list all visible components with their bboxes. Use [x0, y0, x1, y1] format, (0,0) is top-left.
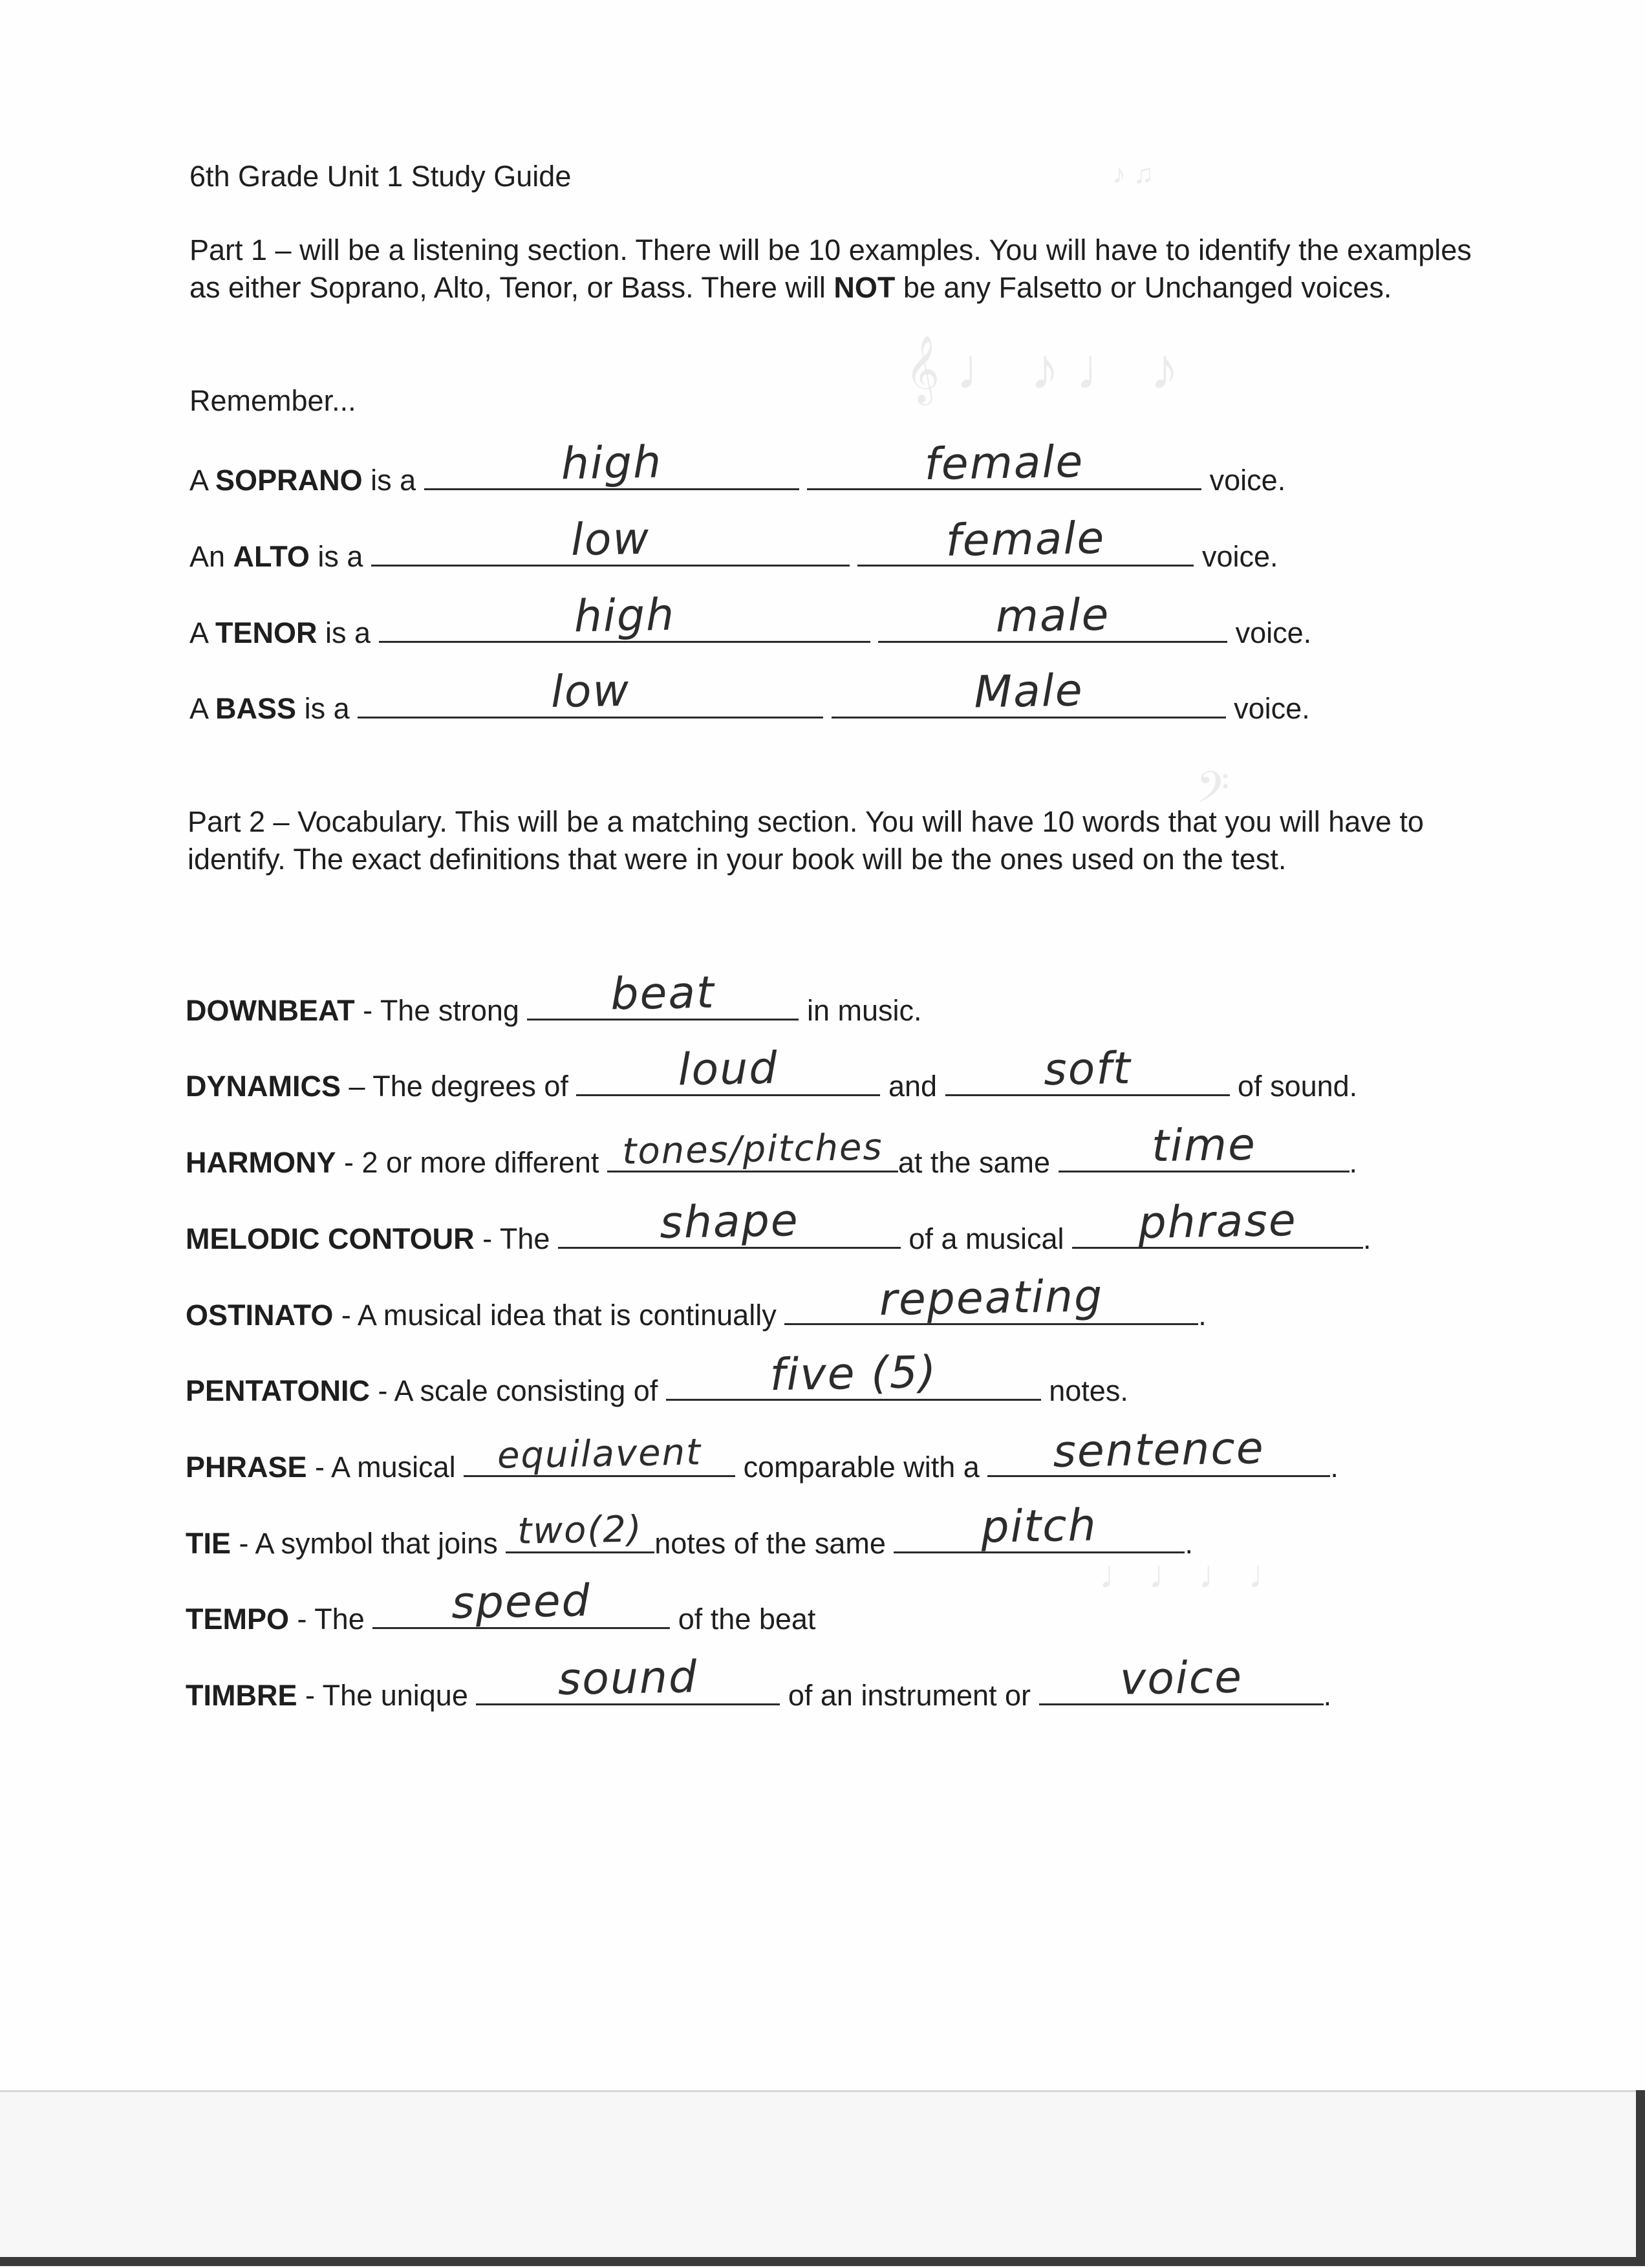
answer-blank[interactable]: [1072, 1194, 1363, 1249]
answer-blank[interactable]: [1059, 1119, 1349, 1172]
voice-row-mid: is a: [296, 692, 350, 725]
vocab-term: TEMPO: [186, 1603, 290, 1636]
handwritten-answer: female: [945, 512, 1106, 567]
handwritten-answer: shape: [659, 1195, 800, 1249]
vocab-text: comparable with a: [735, 1451, 988, 1484]
answer-blank[interactable]: [372, 1575, 670, 1629]
handwritten-answer: sound: [557, 1652, 699, 1705]
vocab-text: of an instrument or: [780, 1679, 1039, 1712]
voice-row-post: voice.: [1235, 616, 1312, 649]
voice-row-pre: A: [189, 692, 216, 725]
vocab-term: TIMBRE: [186, 1679, 297, 1712]
bleed-through-clef: 𝄢: [1196, 764, 1230, 821]
vocab-phrase: [186, 1423, 1339, 1484]
answer-blank[interactable]: [558, 1195, 901, 1249]
vocab-downbeat: [186, 967, 922, 1027]
handwritten-answer: high: [573, 589, 676, 643]
answer-blank[interactable]: [371, 513, 850, 567]
page-title: 6th Grade Unit 1 Study Guide: [189, 160, 572, 193]
handwritten-answer: time: [1150, 1119, 1256, 1172]
answer-blank[interactable]: [878, 589, 1227, 643]
vocab-term: MELODIC CONTOUR: [186, 1222, 475, 1255]
part2-intro: Part 2 – Vocabulary. This will be a matching section. You will have 10 words that you will have to identify. The exact definitions that were in your book will be the ones used on the test.: [188, 805, 1424, 876]
voice-row-pre: A: [189, 464, 216, 497]
vocab-text: - The unique: [297, 1679, 477, 1712]
answer-blank[interactable]: [894, 1500, 1185, 1553]
vocab-text: .: [1330, 1451, 1339, 1484]
vocab-text: notes of the same: [654, 1527, 894, 1560]
vocab-text: - 2 or more different: [336, 1146, 607, 1179]
scan-edge-bottom: [0, 2257, 1645, 2266]
voice-row-pre: An: [189, 540, 233, 573]
vocab-text: - The strong: [354, 994, 528, 1027]
vocab-term: PHRASE: [186, 1451, 307, 1484]
answer-blank[interactable]: [464, 1431, 735, 1477]
vocab-term: OSTINATO: [186, 1299, 334, 1332]
vocab-term: DOWNBEAT: [186, 994, 355, 1027]
vocab-text: - A musical: [306, 1451, 464, 1484]
answer-blank[interactable]: [379, 589, 870, 643]
vocab-term: PENTATONIC: [186, 1374, 371, 1407]
vocab-text: at the same: [898, 1146, 1059, 1179]
answer-blank[interactable]: [832, 665, 1226, 718]
voice-row-post: voice.: [1234, 692, 1310, 725]
answer-blank[interactable]: [666, 1346, 1041, 1401]
vocab-text: .: [1363, 1222, 1371, 1255]
voice-term: SOPRANO: [215, 464, 363, 497]
vocab-text: - The: [289, 1603, 373, 1636]
handwritten-answer: two(2): [517, 1508, 643, 1553]
handwritten-answer: low: [570, 513, 650, 567]
vocab-text: of the beat: [670, 1603, 816, 1636]
vocab-ostinato: [186, 1270, 1207, 1332]
handwritten-answer: equilavent: [497, 1431, 702, 1477]
vocab-term: TIE: [186, 1527, 231, 1560]
bleed-through-notes: ♩ ♩ ♩ ♩: [1099, 1553, 1287, 1596]
handwritten-answer: phrase: [1137, 1194, 1298, 1249]
answer-blank[interactable]: [506, 1508, 654, 1553]
vocab-text: .: [1323, 1679, 1332, 1712]
vocab-text: - A musical idea that is continually: [333, 1299, 785, 1332]
vocab-text: - The: [474, 1222, 558, 1255]
vocab-text: .: [1185, 1527, 1193, 1560]
handwritten-answer: loud: [678, 1042, 779, 1096]
handwritten-answer: speed: [451, 1575, 592, 1629]
handwritten-answer: soft: [1043, 1042, 1132, 1096]
answer-blank[interactable]: [945, 1042, 1230, 1096]
handwritten-answer: beat: [610, 967, 716, 1021]
answer-blank[interactable]: [857, 512, 1194, 567]
voice-row-alto: [189, 512, 1278, 573]
answer-blank[interactable]: [807, 436, 1201, 491]
vocab-pentatonic: [186, 1346, 1128, 1407]
vocab-timbre: [186, 1652, 1332, 1712]
vocab-text: - A scale consisting of: [370, 1374, 666, 1407]
handwritten-answer: sentence: [1053, 1423, 1265, 1478]
voice-term: TENOR: [215, 616, 317, 649]
vocab-harmony: [186, 1119, 1358, 1179]
voice-term: BASS: [215, 692, 297, 725]
handwritten-answer: pitch: [981, 1500, 1098, 1553]
voice-row-mid: is a: [362, 464, 416, 497]
answer-blank[interactable]: [424, 437, 799, 490]
bleed-through: ♪ ♫: [1112, 158, 1154, 189]
voice-row-mid: is a: [309, 540, 363, 573]
vocab-text: notes.: [1040, 1374, 1128, 1407]
handwritten-answer: Male: [973, 665, 1084, 718]
part1-intro-a: Part 1 – will be a listening section. There will be 10 examples. You will have to identify the examples as either Soprano, Alto, Tenor, or Bass. There will: [189, 233, 1472, 304]
part1-intro: [189, 232, 1483, 307]
answer-blank[interactable]: [576, 1042, 880, 1096]
handwritten-answer: female: [924, 436, 1085, 491]
vocab-melodic-contour: [186, 1194, 1371, 1255]
voice-row-post: voice.: [1209, 464, 1286, 497]
answer-blank[interactable]: [607, 1126, 898, 1173]
voice-row-post: voice.: [1201, 540, 1278, 573]
voice-row-soprano: [189, 436, 1286, 497]
voice-term: ALTO: [233, 540, 310, 573]
handwritten-answer: low: [550, 665, 630, 718]
answer-blank[interactable]: [358, 665, 823, 718]
answer-blank[interactable]: [987, 1423, 1330, 1478]
vocab-text: .: [1349, 1146, 1358, 1179]
vocab-dynamics: [186, 1042, 1358, 1103]
vocab-text: of sound.: [1229, 1070, 1358, 1103]
vocab-text: in music.: [799, 994, 922, 1027]
vocab-term: HARMONY: [186, 1146, 336, 1179]
answer-blank[interactable]: [527, 967, 799, 1021]
vocab-term: DYNAMICS: [186, 1070, 341, 1103]
answer-blank[interactable]: [1039, 1652, 1324, 1705]
answer-blank[interactable]: [784, 1270, 1198, 1326]
voice-row-pre: A: [189, 616, 216, 649]
handwritten-answer: voice: [1119, 1652, 1243, 1705]
voice-row-bass: [189, 665, 1310, 725]
part1-intro-b: be any Falsetto or Unchanged voices.: [895, 271, 1392, 304]
handwritten-answer: high: [560, 437, 663, 490]
vocab-text: .: [1198, 1299, 1207, 1332]
voice-row-tenor: [189, 589, 1312, 649]
vocab-tempo: [186, 1575, 816, 1636]
handwritten-answer: tones/pitches: [621, 1126, 883, 1173]
vocab-text: and: [880, 1070, 945, 1103]
handwritten-answer: repeating: [879, 1270, 1104, 1326]
handwritten-answer: male: [995, 589, 1111, 643]
part1-intro-not: NOT: [833, 271, 896, 304]
vocab-text: – The degrees of: [341, 1070, 577, 1103]
bleed-through-staff: 𝄞 ♩ ♪ ♩ ♪: [905, 337, 1179, 402]
scanner-bed: [0, 2090, 1645, 2268]
vocab-text: - A symbol that joins: [231, 1527, 506, 1560]
scan-edge-right: [1636, 2090, 1645, 2266]
remember-label: Remember...: [189, 384, 356, 417]
vocab-tie: [186, 1500, 1193, 1560]
handwritten-answer: five (5): [769, 1346, 938, 1401]
answer-blank[interactable]: [476, 1652, 780, 1705]
vocab-text: of a musical: [900, 1222, 1073, 1255]
voice-row-mid: is a: [317, 616, 371, 649]
